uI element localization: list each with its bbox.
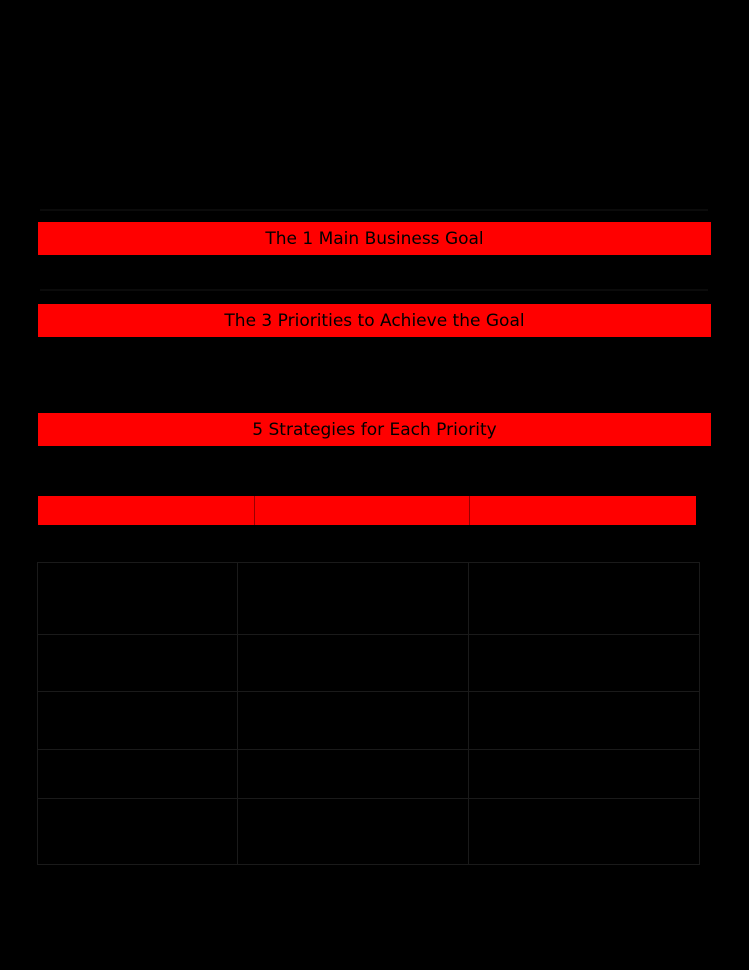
priority-column-heading: 2. Lead Generate [288, 463, 401, 479]
column-color-band [255, 496, 470, 525]
strategies-label: 5 Strategies [78, 530, 152, 545]
divider [40, 289, 708, 291]
priorities-list [45, 353, 413, 413]
table-cell: 4. Have plan for open house and advertising campaign regularly. [237, 750, 469, 799]
priority-item: 2. Lead Generate for New Business Daily [45, 374, 259, 386]
priority-column-heading: 1. Online Presence [66, 463, 192, 479]
strategies-label: 5 Strategies [310, 530, 384, 545]
priorities-header: The 3 Priorities to Achieve the Goal [38, 304, 711, 337]
table-row [38, 635, 700, 692]
document-title: SOLO AGENT SAMPLE [154, 88, 595, 132]
table-cell: 1. Lead Generate every Monday-Friday for 2 hours (9:00am to Noon) - Minimum goal of 15 CTS, 5 ATD, Request at least 1 appt/week. [237, 563, 469, 635]
table-cell: 4. Create a social media calendar of updated content. [38, 750, 238, 799]
goal-header: The 1 Main Business Goal [38, 222, 711, 255]
table-row [38, 750, 700, 799]
table-row [38, 692, 700, 750]
table-cell: 2. Contact all people personally with every past and new contacts, and all updated info is received. [469, 635, 700, 692]
table-cell: 1. Contact all my family, friends, past clients and send to get updated contact information. [469, 563, 700, 635]
table-row [38, 563, 700, 635]
column-color-band [38, 496, 255, 525]
table-cell: 3. Enter all contacts into Database management system; add 10 new contacts per week to database. [469, 692, 700, 750]
strategies-label: 5 Strategies [528, 530, 602, 545]
priority-column-heading: 3. COI Database [505, 463, 612, 479]
divider [40, 209, 708, 211]
priority-item: 3. Organize COI in CRM Database and systematically grow & contact it [45, 394, 413, 406]
strategies-header: 5 Strategies for Each Priority [38, 413, 711, 446]
table-cell: 5. Systematize company process & schedule. [469, 799, 700, 865]
table-row [38, 799, 700, 865]
table-cell: 3. Complete a Agent Website for 3-5 zones, set up my Neighborhood Pages and IDX feed. [38, 692, 238, 750]
document-subtitle: 1-3-5 for 2015 [245, 152, 504, 196]
priority-item: 1. Establish Online Presence [45, 354, 196, 366]
table-cell: 5. Obtain 2 new listings, & buyer each week, and 5 closed transactions per month. [237, 799, 469, 865]
column-color-band [470, 496, 696, 525]
table-cell: 2. Create personal blog page linking to social media accounts. [38, 635, 238, 692]
table-cell: 4. Attend CRM training to help me get everyone uploaded, in order to launch touch plan. [469, 750, 700, 799]
table-cell: 5. Develop blog topics. Create content and share blog posts. [38, 799, 238, 865]
table-cell: 1. Set up and/or update all social media accounts/profiles. Post daily personal and/or real estate focused content on each. [38, 563, 238, 635]
main-goal-text: Close 45 Transactions [316, 271, 433, 283]
table-cell: 3. Be faithful to my consistent Lead-generating block on calendar twice a week and unavailable to others. [237, 692, 469, 750]
strategies-table [37, 562, 700, 865]
table-cell: 2. Enter all contacts into my preferred CRM database and set up follow-up plan to build my relationship with them. [237, 635, 469, 692]
